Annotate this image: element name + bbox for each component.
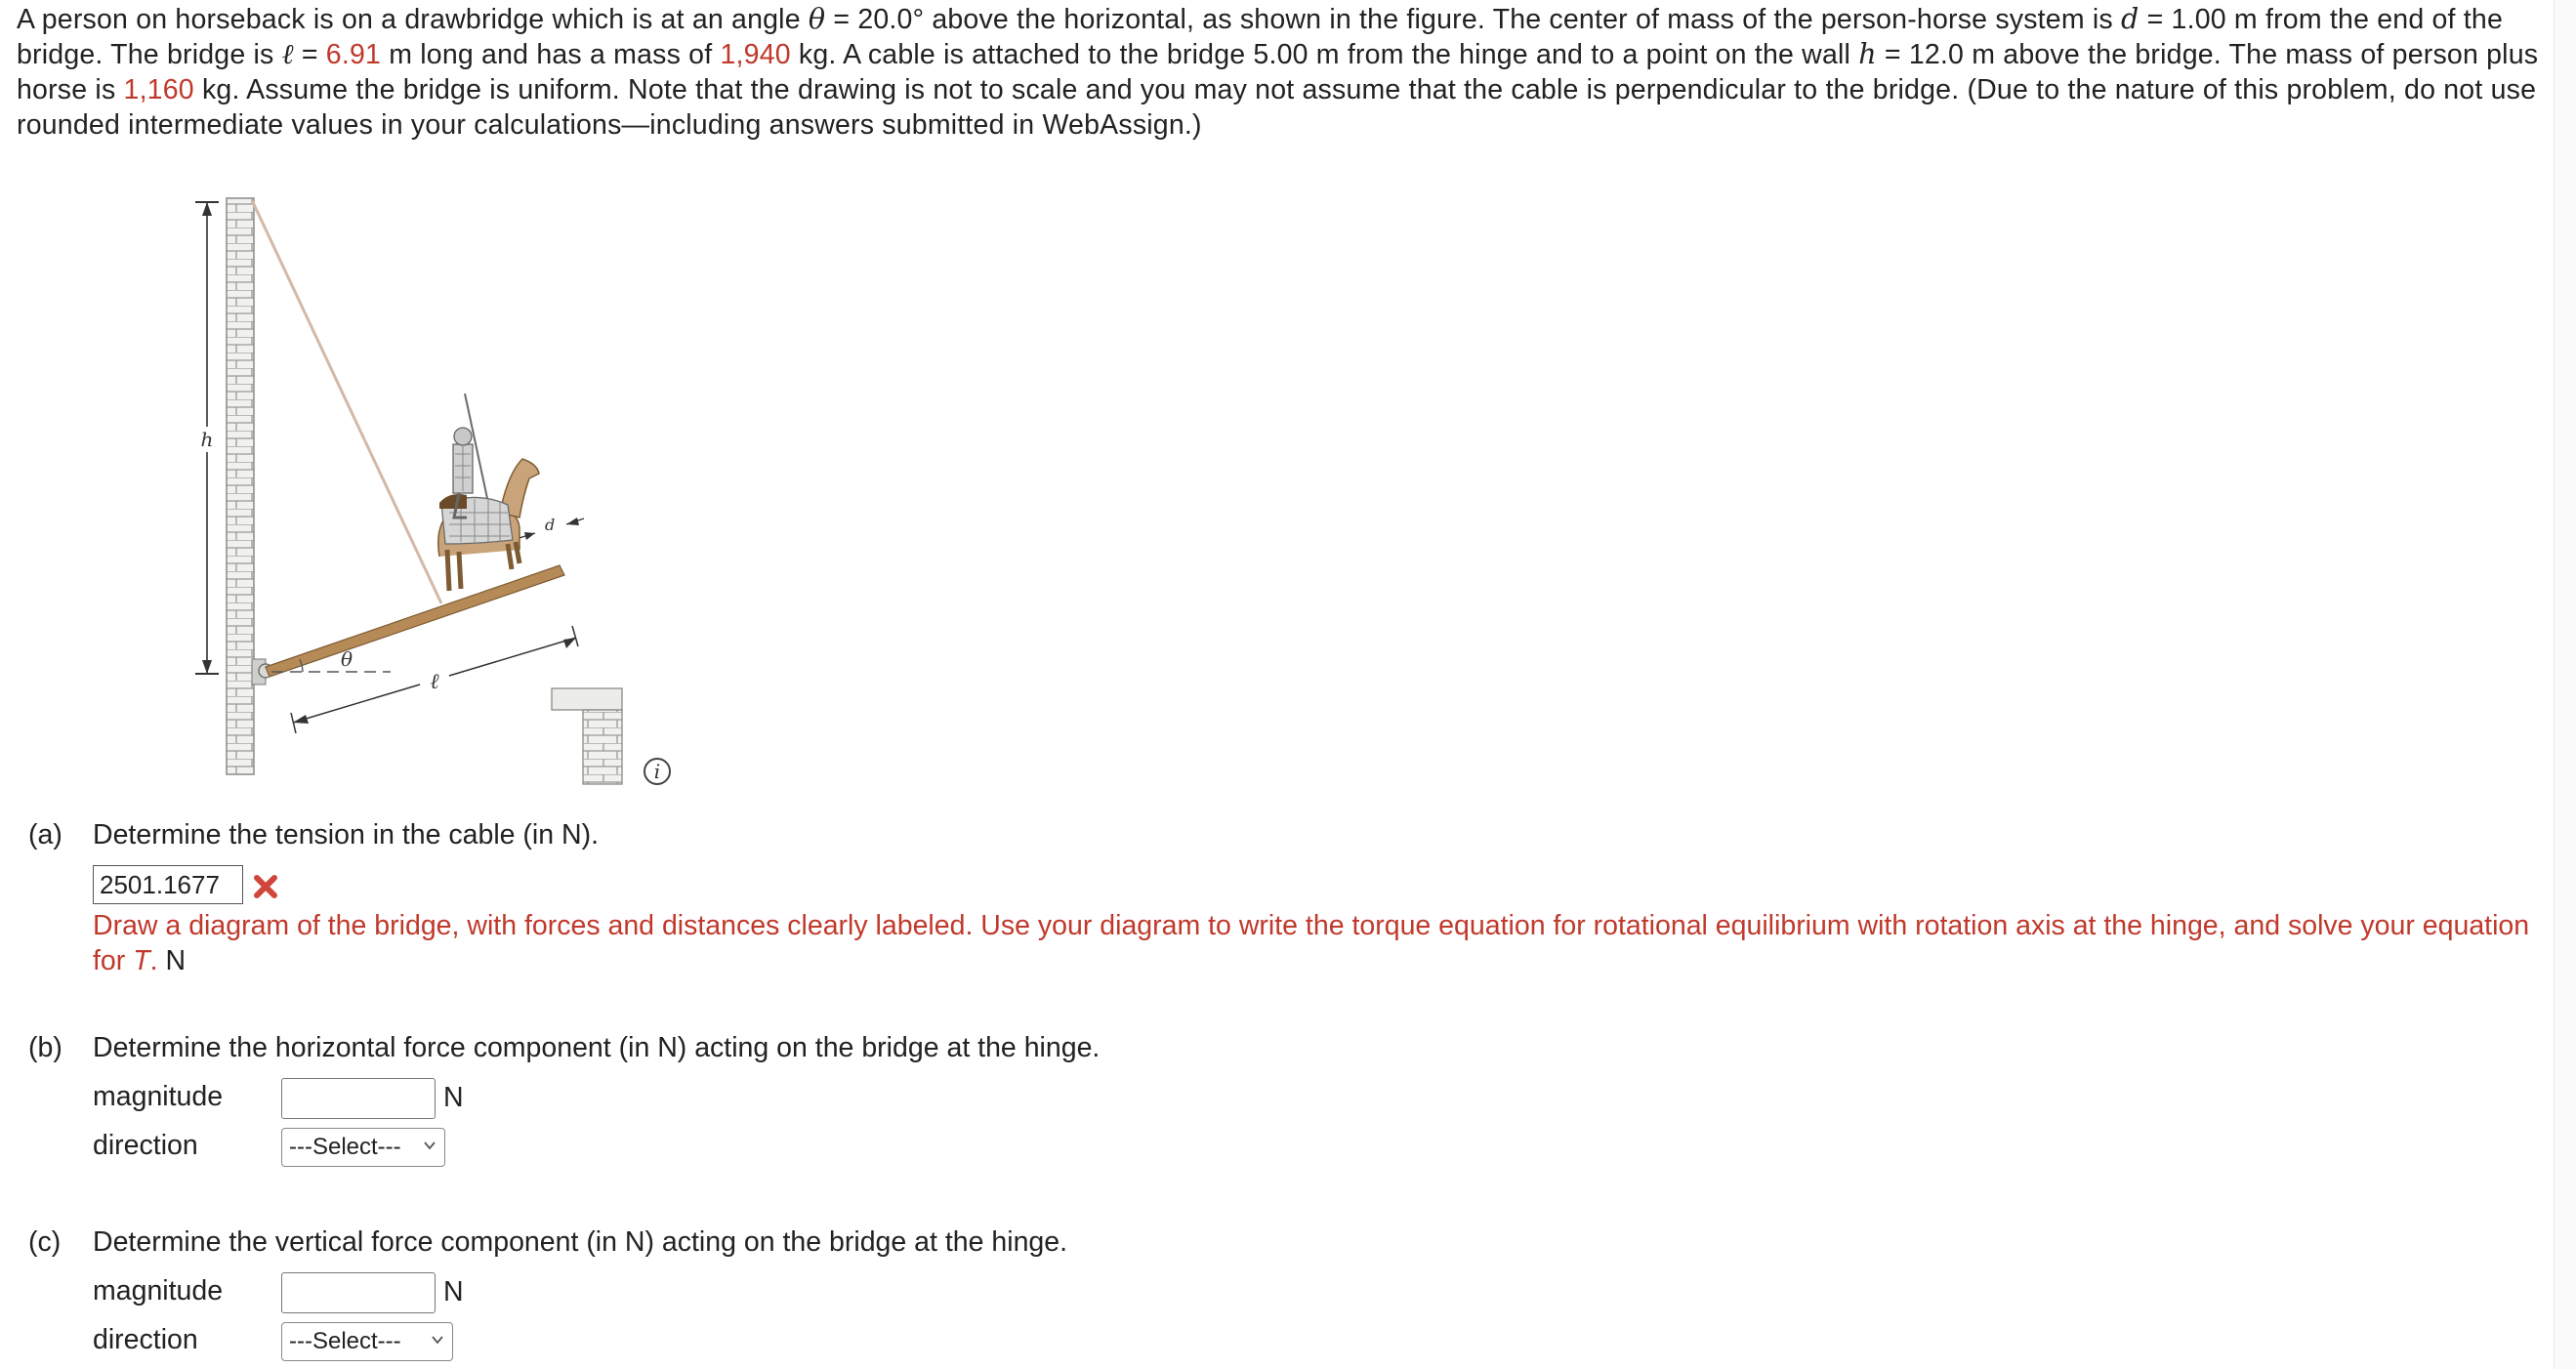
d-dimension: [513, 516, 584, 540]
problem-statement: A person on horseback is on a drawbridge which is at an angle θ = 20.0° above the horizontal, as shown in the figure. The center of mass of the person-horse system is d = 1.00 m from the end of the bridge. The bridge is ℓ = 6.91 m long and has a mass of 1,940 kg. A cable is attached to the bridge 5.00 m from the hinge and to a point on the wall h = 12.0 m above the bridge. The mass of person plus horse is 1,160 kg. Assume the bridge is uniform. Note that the drawing is not to scale and you may not assume that the cable is perpendicular to the bridge. (Due to the nature of this problem, do not use rounded intermediate values in your calculations—including answers submitted in WebAssign.): [17, 3, 2539, 141]
rider-mass-value: 1,160: [123, 74, 194, 105]
far-pier: [552, 688, 622, 784]
chevron-down-icon: [423, 1139, 436, 1152]
part-b-select-value: ---Select---: [289, 1134, 401, 1160]
label-h: h: [200, 428, 214, 451]
label-ell: ℓ: [430, 670, 439, 694]
part-c-unit: N: [443, 1276, 464, 1307]
part-a-question: [0, 818, 1367, 857]
part-b-direction-select[interactable]: [281, 1128, 445, 1167]
page-scrollbar[interactable]: [2554, 0, 2576, 1369]
part-b-magnitude-input[interactable]: [281, 1078, 436, 1119]
part-c-direction-label: direction: [93, 1324, 198, 1355]
part-b-unit: N: [443, 1082, 464, 1113]
part-c-magnitude-input[interactable]: [281, 1272, 436, 1313]
part-a-label: (a): [28, 819, 62, 850]
part-c-select-value: ---Select---: [289, 1328, 401, 1354]
bridge-mass-value: 1,940: [720, 39, 791, 70]
part-a-feedback: Draw a diagram of the bridge, with forces and distances clearly labeled. Use your diagram to write the torque equation for rotational equilibrium with rotation axis at the hinge, and solve your equation for T. N: [93, 910, 2530, 976]
part-a-unit: N: [165, 945, 187, 976]
part-b-direction-label: direction: [93, 1130, 198, 1161]
part-a-answer-input[interactable]: 2501.1677: [93, 865, 243, 904]
d-symbol: d: [2121, 3, 2140, 35]
h-symbol: h: [1858, 38, 1877, 70]
part-b-magnitude-label: magnitude: [93, 1081, 224, 1112]
part-c-question: [0, 1225, 1367, 1265]
part-b-text: Determine the horizontal force component (in N) acting on the bridge at the hinge.: [93, 1032, 1101, 1063]
part-b-label: (b): [28, 1032, 62, 1063]
info-icon[interactable]: i: [644, 758, 671, 785]
part-c-magnitude-label: magnitude: [93, 1275, 224, 1307]
chevron-down-icon: [431, 1333, 444, 1347]
length-dimension: [291, 626, 578, 733]
drawbridge-figure: [156, 181, 684, 786]
part-c-text: Determine the vertical force component (in N) acting on the bridge at the hinge.: [93, 1226, 1068, 1258]
label-theta: θ: [340, 647, 353, 671]
horse-and-rider: [438, 394, 539, 591]
part-c-direction-select[interactable]: [281, 1322, 453, 1361]
bridge-length-value: 6.91: [325, 39, 382, 70]
part-b-question: [0, 1031, 1367, 1070]
incorrect-x-icon: [251, 872, 280, 901]
part-c-label: (c): [28, 1226, 62, 1258]
castle-wall: [227, 198, 254, 774]
height-dimension: [195, 202, 219, 674]
label-d: d: [545, 516, 556, 534]
theta-symbol: θ: [808, 3, 826, 35]
part-a-text: Determine the tension in the cable (in N).: [93, 819, 600, 850]
cable: [252, 200, 441, 603]
ell-symbol: ℓ: [281, 38, 294, 70]
bridge: [266, 565, 564, 677]
feedback-tension-symbol: T: [133, 945, 150, 976]
